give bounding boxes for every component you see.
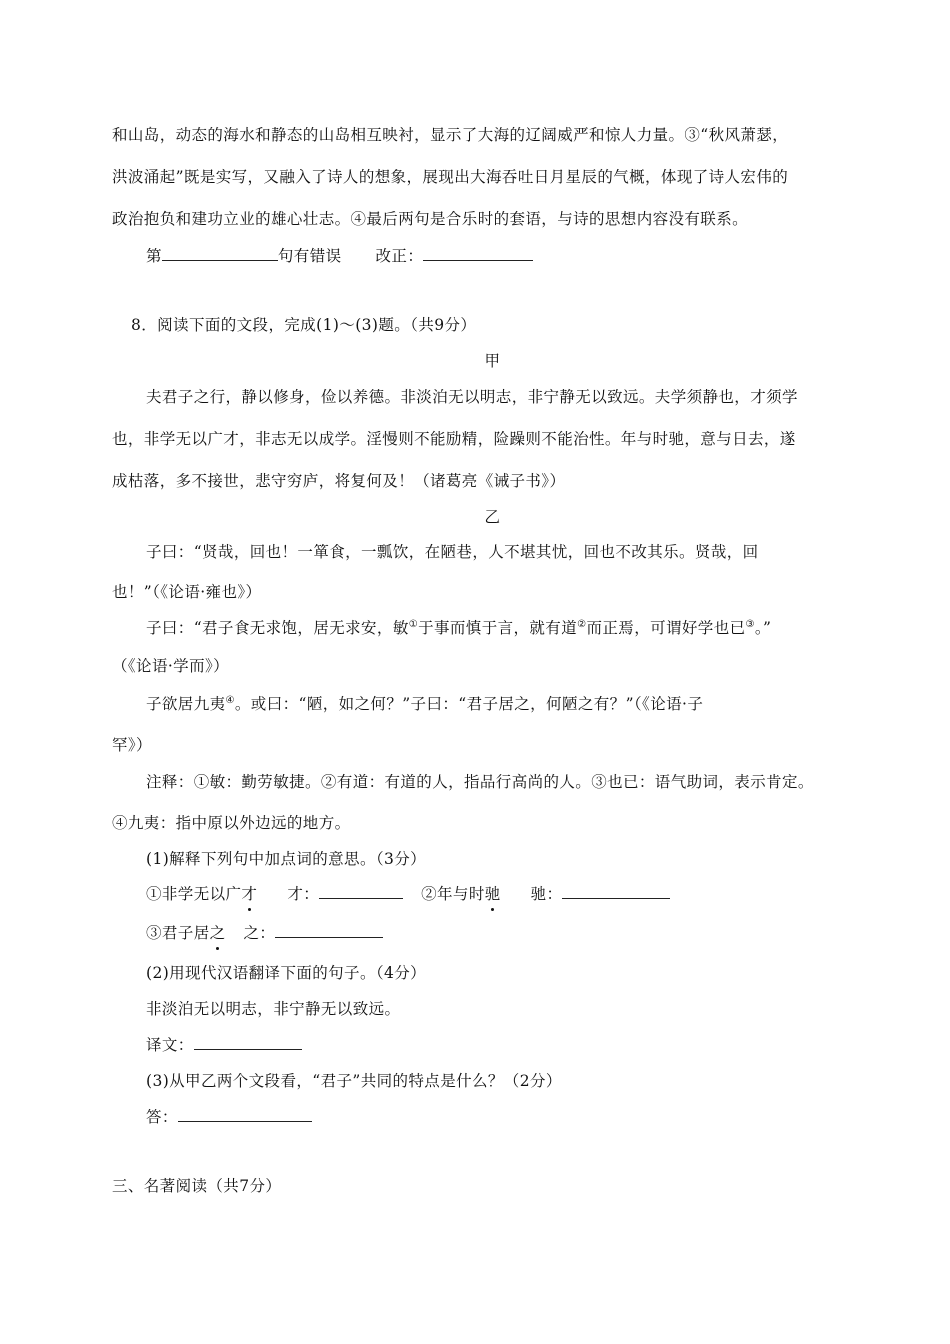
notes-line: 注释：①敏：勤劳敏捷。②有道：有道的人，指品行高尚的人。③也已：语气助词，表示肯定。 xyxy=(146,773,814,791)
answer-blank[interactable] xyxy=(423,246,533,261)
passage-yi-label: 乙 xyxy=(484,508,501,526)
notes-line: ④九夷：指中原以外边远的地方。 xyxy=(112,814,351,832)
passage-line: 也！”（《论语·雍也》） xyxy=(112,583,262,601)
dotted-word: 之 xyxy=(209,924,226,942)
footnote-marker: ③ xyxy=(745,618,755,630)
text-segment: 子欲居九夷 xyxy=(146,695,226,713)
dotted-word: 驰 xyxy=(484,885,501,903)
passage-line xyxy=(146,693,703,715)
footnote-marker: ② xyxy=(577,618,587,630)
passage-line: 罕》） xyxy=(112,736,152,754)
passage-line: 夫君子之行，静以修身，俭以养德。非淡泊无以明志，非宁静无以致远。夫学须静也，才须学 xyxy=(146,388,798,406)
item-text: ③君子居 xyxy=(146,924,210,942)
item-label: 答： xyxy=(146,1108,178,1126)
item-label: 之： xyxy=(243,924,276,942)
text-segment: 子曰：“君子食无求饱，居无求安，敏 xyxy=(146,619,409,637)
answer-blank[interactable] xyxy=(178,1107,312,1122)
subquestion-header: (3)从甲乙两个文段看，“君子”共同的特点是什么？（2分） xyxy=(146,1072,562,1090)
answer-fix-label: 改正： xyxy=(375,247,424,265)
answer-row xyxy=(146,1106,312,1128)
answer-mid: 句有错误 xyxy=(277,247,342,265)
item-label: 才： xyxy=(287,885,320,903)
text-segment: 。” xyxy=(754,619,772,637)
text-segment: 而正焉，可谓好学也已 xyxy=(586,619,746,637)
footnote-marker: ① xyxy=(408,618,419,630)
question-header: 8．阅读下面的文段，完成(1)～(3)题。（共9分） xyxy=(131,316,477,334)
subquestion-header: (1)解释下列句中加点词的意思。（3分） xyxy=(146,850,427,868)
answer-blank[interactable] xyxy=(562,884,670,899)
passage-line: 成枯落，多不接世，悲守穷庐，将复何及！（诸葛亮《诫子书》） xyxy=(112,472,566,490)
passage-line: 也，非学无以广才，非志无以成学。淫慢则不能励精，险躁则不能治性。年与时驰，意与日去，遂 xyxy=(112,430,796,448)
paragraph-line: 洪波涌起”既是实写，又融入了诗人的想象，展现出大海吞吐日月星辰的气概，体现了诗人宏伟的 xyxy=(112,168,789,186)
passage-line: （《论语·学而》） xyxy=(112,657,230,675)
text-segment: 于事而慎于言，就有道 xyxy=(418,619,578,637)
text-segment: 。或曰：“陋，如之何？”子曰：“君子居之，何陋之有？”（《论语·子 xyxy=(234,695,704,713)
subquestion-row xyxy=(146,883,670,905)
answer-blank[interactable] xyxy=(275,923,383,938)
passage-line xyxy=(146,617,771,639)
answer-blank[interactable] xyxy=(319,884,403,899)
item-label: 译文： xyxy=(146,1036,194,1054)
dotted-word: 才 xyxy=(241,885,258,903)
item-text: ①非学无以广 xyxy=(146,885,242,903)
item-text: ②年与时 xyxy=(421,885,485,903)
subquestion-row xyxy=(146,922,383,944)
footnote-marker: ④ xyxy=(225,694,235,706)
answer-blank[interactable] xyxy=(162,246,278,261)
paragraph-line: 和山岛，动态的海水和静态的山岛相互映衬，显示了大海的辽阔威严和惊人力量。③“秋风萧瑟， xyxy=(112,126,789,144)
subquestion-header: (2)用现代汉语翻译下面的句子。（4分） xyxy=(146,964,427,982)
section-header: 三、名著阅读（共7分） xyxy=(112,1177,282,1195)
item-label: 驰： xyxy=(530,885,563,903)
translation-sentence: 非淡泊无以明志，非宁静无以致远。 xyxy=(146,1000,401,1018)
q7-answer-row xyxy=(146,245,533,267)
answer-blank[interactable] xyxy=(194,1035,302,1050)
translation-row xyxy=(146,1034,302,1056)
passage-jia-label: 甲 xyxy=(484,352,501,370)
answer-prefix: 第 xyxy=(146,247,162,265)
passage-line: 子曰：“贤哉，回也！一箪食，一瓢饮，在陋巷，人不堪其忧，回也不改其乐。贤哉，回 xyxy=(146,543,759,561)
paragraph-line: 政治抱负和建功立业的雄心壮志。④最后两句是合乐时的套语，与诗的思想内容没有联系。 xyxy=(112,210,749,228)
